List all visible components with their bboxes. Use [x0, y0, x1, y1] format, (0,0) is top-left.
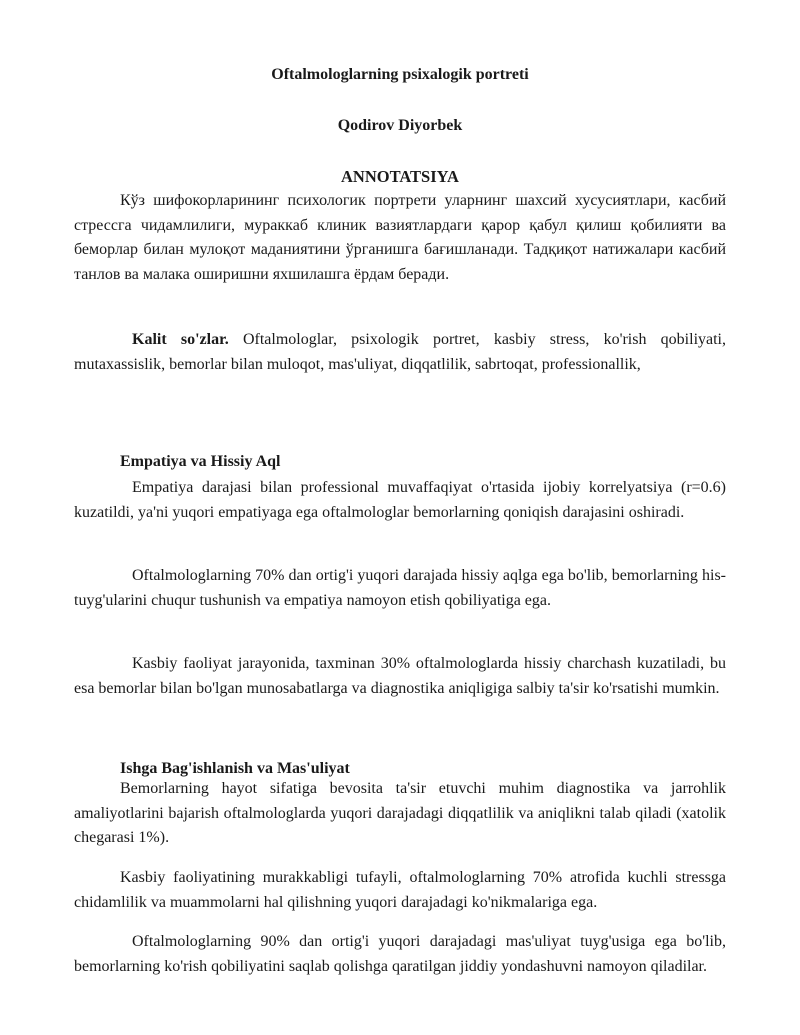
- section-heading-responsibility: Ishga Bag'ishlanish va Mas'uliyat: [120, 760, 350, 777]
- annotation-paragraph: Кўз шифокорларининг психологик портрети уларнинг шахсий хусусиятлари, касбий стрессга чидамлилиги, мураккаб клиник вазиятлардаги қарор қабул қилиш қобилияти ва беморлар билан мулоқот маданиятини ўрганишга бағишланади. Тадқиқот натижалари касбий танлов ва малака оширишни яхшилашга ёрдам беради.: [74, 192, 726, 283]
- annotation-heading: ANNOTATSIYA: [341, 167, 459, 186]
- section2-paragraph-3: Oftalmologlarning 90% dan ortig'i yuqori darajadagi mas'uliyat tuyg'usiga ega bo'lib, bemorlarning ko'rish qobiliyatini saqlab qolishga qaratilgan jiddiy yondashuvni namoyon qiladilar.: [74, 933, 726, 975]
- keywords-paragraph: [74, 328, 726, 377]
- keywords-label: Kalit so'zlar.: [132, 331, 229, 348]
- document-title: Oftalmologlarning psixalogik portreti: [271, 66, 529, 83]
- section-heading-empathy: Empatiya va Hissiy Aql: [120, 453, 281, 470]
- section2-paragraph-1: Bemorlarning hayot sifatiga bevosita ta'sir etuvchi muhim diagnostika va jarrohlik amaliyotlarini bajarish oftalmologlarda yuqori darajadagi diqqatlilik va aniqlikni talab qiladi (xatolik chegarasi 1%).: [74, 780, 726, 846]
- section1-paragraph-2: Oftalmologlarning 70% dan ortig'i yuqori darajada hissiy aqlga ega bo'lib, bemorlarning his-tuyg'ularini chuqur tushunish va empatiya namoyon etish qobiliyatiga ega.: [74, 567, 726, 609]
- document-author: Qodirov Diyorbek: [337, 117, 463, 134]
- section2-paragraph-2: Kasbiy faoliyatining murakkabligi tufayli, oftalmologlarning 70% atrofida kuchli stressga chidamlilik va muammolarni hal qilishning yuqori darajadagi ko'nikmalariga ega.: [74, 869, 726, 911]
- keywords-text: Oftalmologlar, psixologik portret, kasbiy stress, ko'rish qobiliyati, mutaxassislik, bemorlar bilan muloqot, mas'uliyat, diqqatlilik, sabrtoqat, professionallik,: [74, 331, 727, 373]
- section1-paragraph-1: Empatiya darajasi bilan professional muvaffaqiyat o'rtasida ijobiy korrelyatsiya (r=0.6) kuzatildi, ya'ni yuqori empatiyaga ega oftalmologlar bemorlarning qoniqish darajasini oshiradi.: [74, 479, 726, 521]
- section1-paragraph-3: Kasbiy faoliyat jarayonida, taxminan 30% oftalmologlarda hissiy charchash kuzatiladi, bu esa bemorlar bilan bo'lgan munosabatlarga va diagnostika aniqligiga salbiy ta'sir ko'rsatishi mumkin.: [74, 655, 726, 697]
